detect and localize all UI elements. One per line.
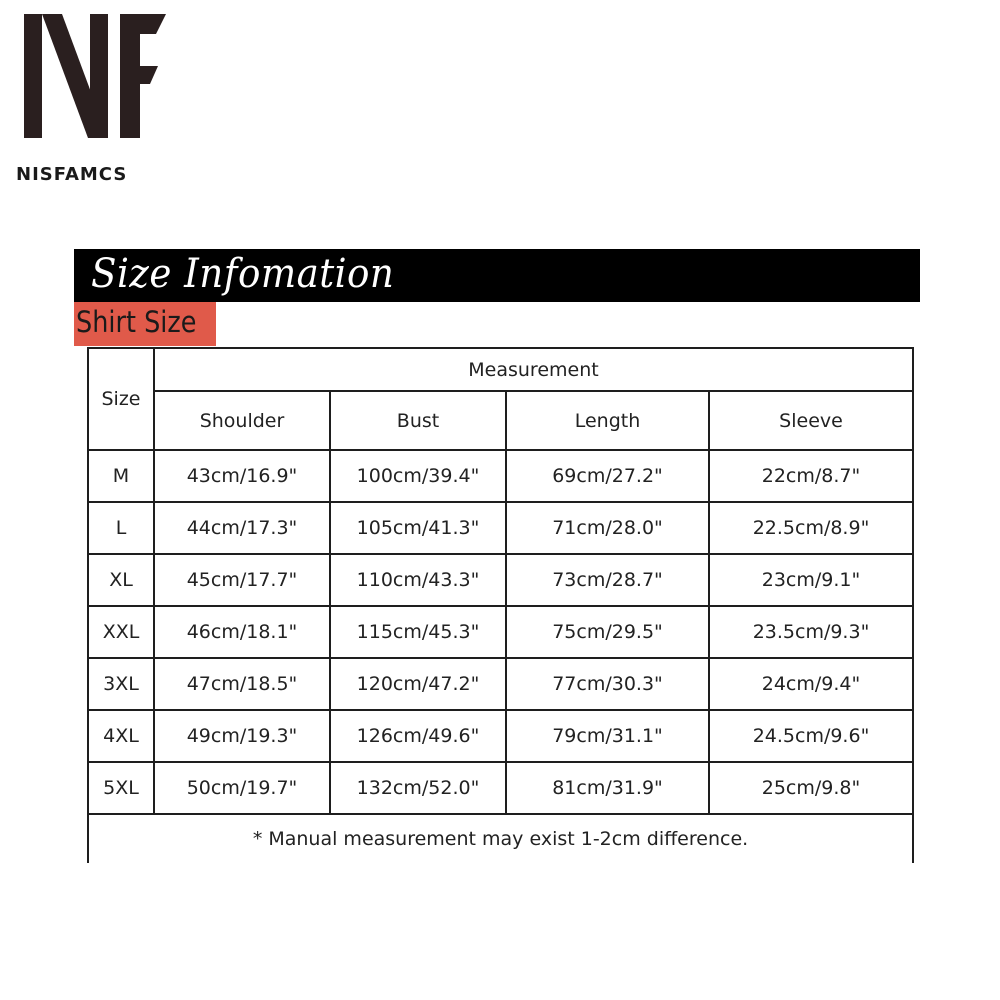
bust-cell: 110cm/43.3" xyxy=(330,554,506,606)
sleeve-cell: 22.5cm/8.9" xyxy=(709,502,913,554)
column-header-shoulder: Shoulder xyxy=(154,391,330,450)
measurement-header: Measurement xyxy=(154,348,913,391)
bust-cell: 105cm/41.3" xyxy=(330,502,506,554)
shoulder-cell: 47cm/18.5" xyxy=(154,658,330,710)
size-table xyxy=(87,347,914,863)
brand-logo xyxy=(16,14,176,184)
bust-cell: 132cm/52.0" xyxy=(330,762,506,814)
length-cell: 77cm/30.3" xyxy=(506,658,709,710)
section-label xyxy=(74,302,216,346)
column-header-sleeve: Sleeve xyxy=(709,391,913,450)
table-row xyxy=(88,658,913,710)
size-cell: XXL xyxy=(88,606,154,658)
table-row xyxy=(88,554,913,606)
size-cell: 4XL xyxy=(88,710,154,762)
length-cell: 73cm/28.7" xyxy=(506,554,709,606)
sleeve-cell: 25cm/9.8" xyxy=(709,762,913,814)
shoulder-cell: 49cm/19.3" xyxy=(154,710,330,762)
size-cell: 3XL xyxy=(88,658,154,710)
bust-cell: 115cm/45.3" xyxy=(330,606,506,658)
size-header: Size xyxy=(88,348,154,450)
table-row xyxy=(88,502,913,554)
brand-name: NISFAMCS xyxy=(16,164,128,185)
shoulder-cell: 46cm/18.1" xyxy=(154,606,330,658)
sleeve-cell: 23.5cm/9.3" xyxy=(709,606,913,658)
length-cell: 69cm/27.2" xyxy=(506,450,709,502)
nf-logo-mark xyxy=(24,14,166,138)
table-row xyxy=(88,450,913,502)
size-cell: M xyxy=(88,450,154,502)
length-cell: 71cm/28.0" xyxy=(506,502,709,554)
column-header-bust: Bust xyxy=(330,391,506,450)
sleeve-cell: 24.5cm/9.6" xyxy=(709,710,913,762)
size-info-banner xyxy=(74,249,920,302)
shoulder-cell: 44cm/17.3" xyxy=(154,502,330,554)
size-cell: L xyxy=(88,502,154,554)
length-cell: 79cm/31.1" xyxy=(506,710,709,762)
shoulder-cell: 45cm/17.7" xyxy=(154,554,330,606)
length-cell: 81cm/31.9" xyxy=(506,762,709,814)
table-row xyxy=(88,762,913,814)
length-cell: 75cm/29.5" xyxy=(506,606,709,658)
table-row xyxy=(88,710,913,762)
shoulder-cell: 50cm/19.7" xyxy=(154,762,330,814)
sleeve-cell: 24cm/9.4" xyxy=(709,658,913,710)
section-label-text: Shirt Size xyxy=(76,305,197,339)
sleeve-cell: 23cm/9.1" xyxy=(709,554,913,606)
measurement-note: * Manual measurement may exist 1-2cm difference. xyxy=(88,814,913,863)
bust-cell: 100cm/39.4" xyxy=(330,450,506,502)
shoulder-cell: 43cm/16.9" xyxy=(154,450,330,502)
table-row xyxy=(88,606,913,658)
sleeve-cell: 22cm/8.7" xyxy=(709,450,913,502)
column-header-length: Length xyxy=(506,391,709,450)
size-cell: XL xyxy=(88,554,154,606)
banner-title: Size Infomation xyxy=(91,251,395,297)
bust-cell: 120cm/47.2" xyxy=(330,658,506,710)
size-cell: 5XL xyxy=(88,762,154,814)
bust-cell: 126cm/49.6" xyxy=(330,710,506,762)
